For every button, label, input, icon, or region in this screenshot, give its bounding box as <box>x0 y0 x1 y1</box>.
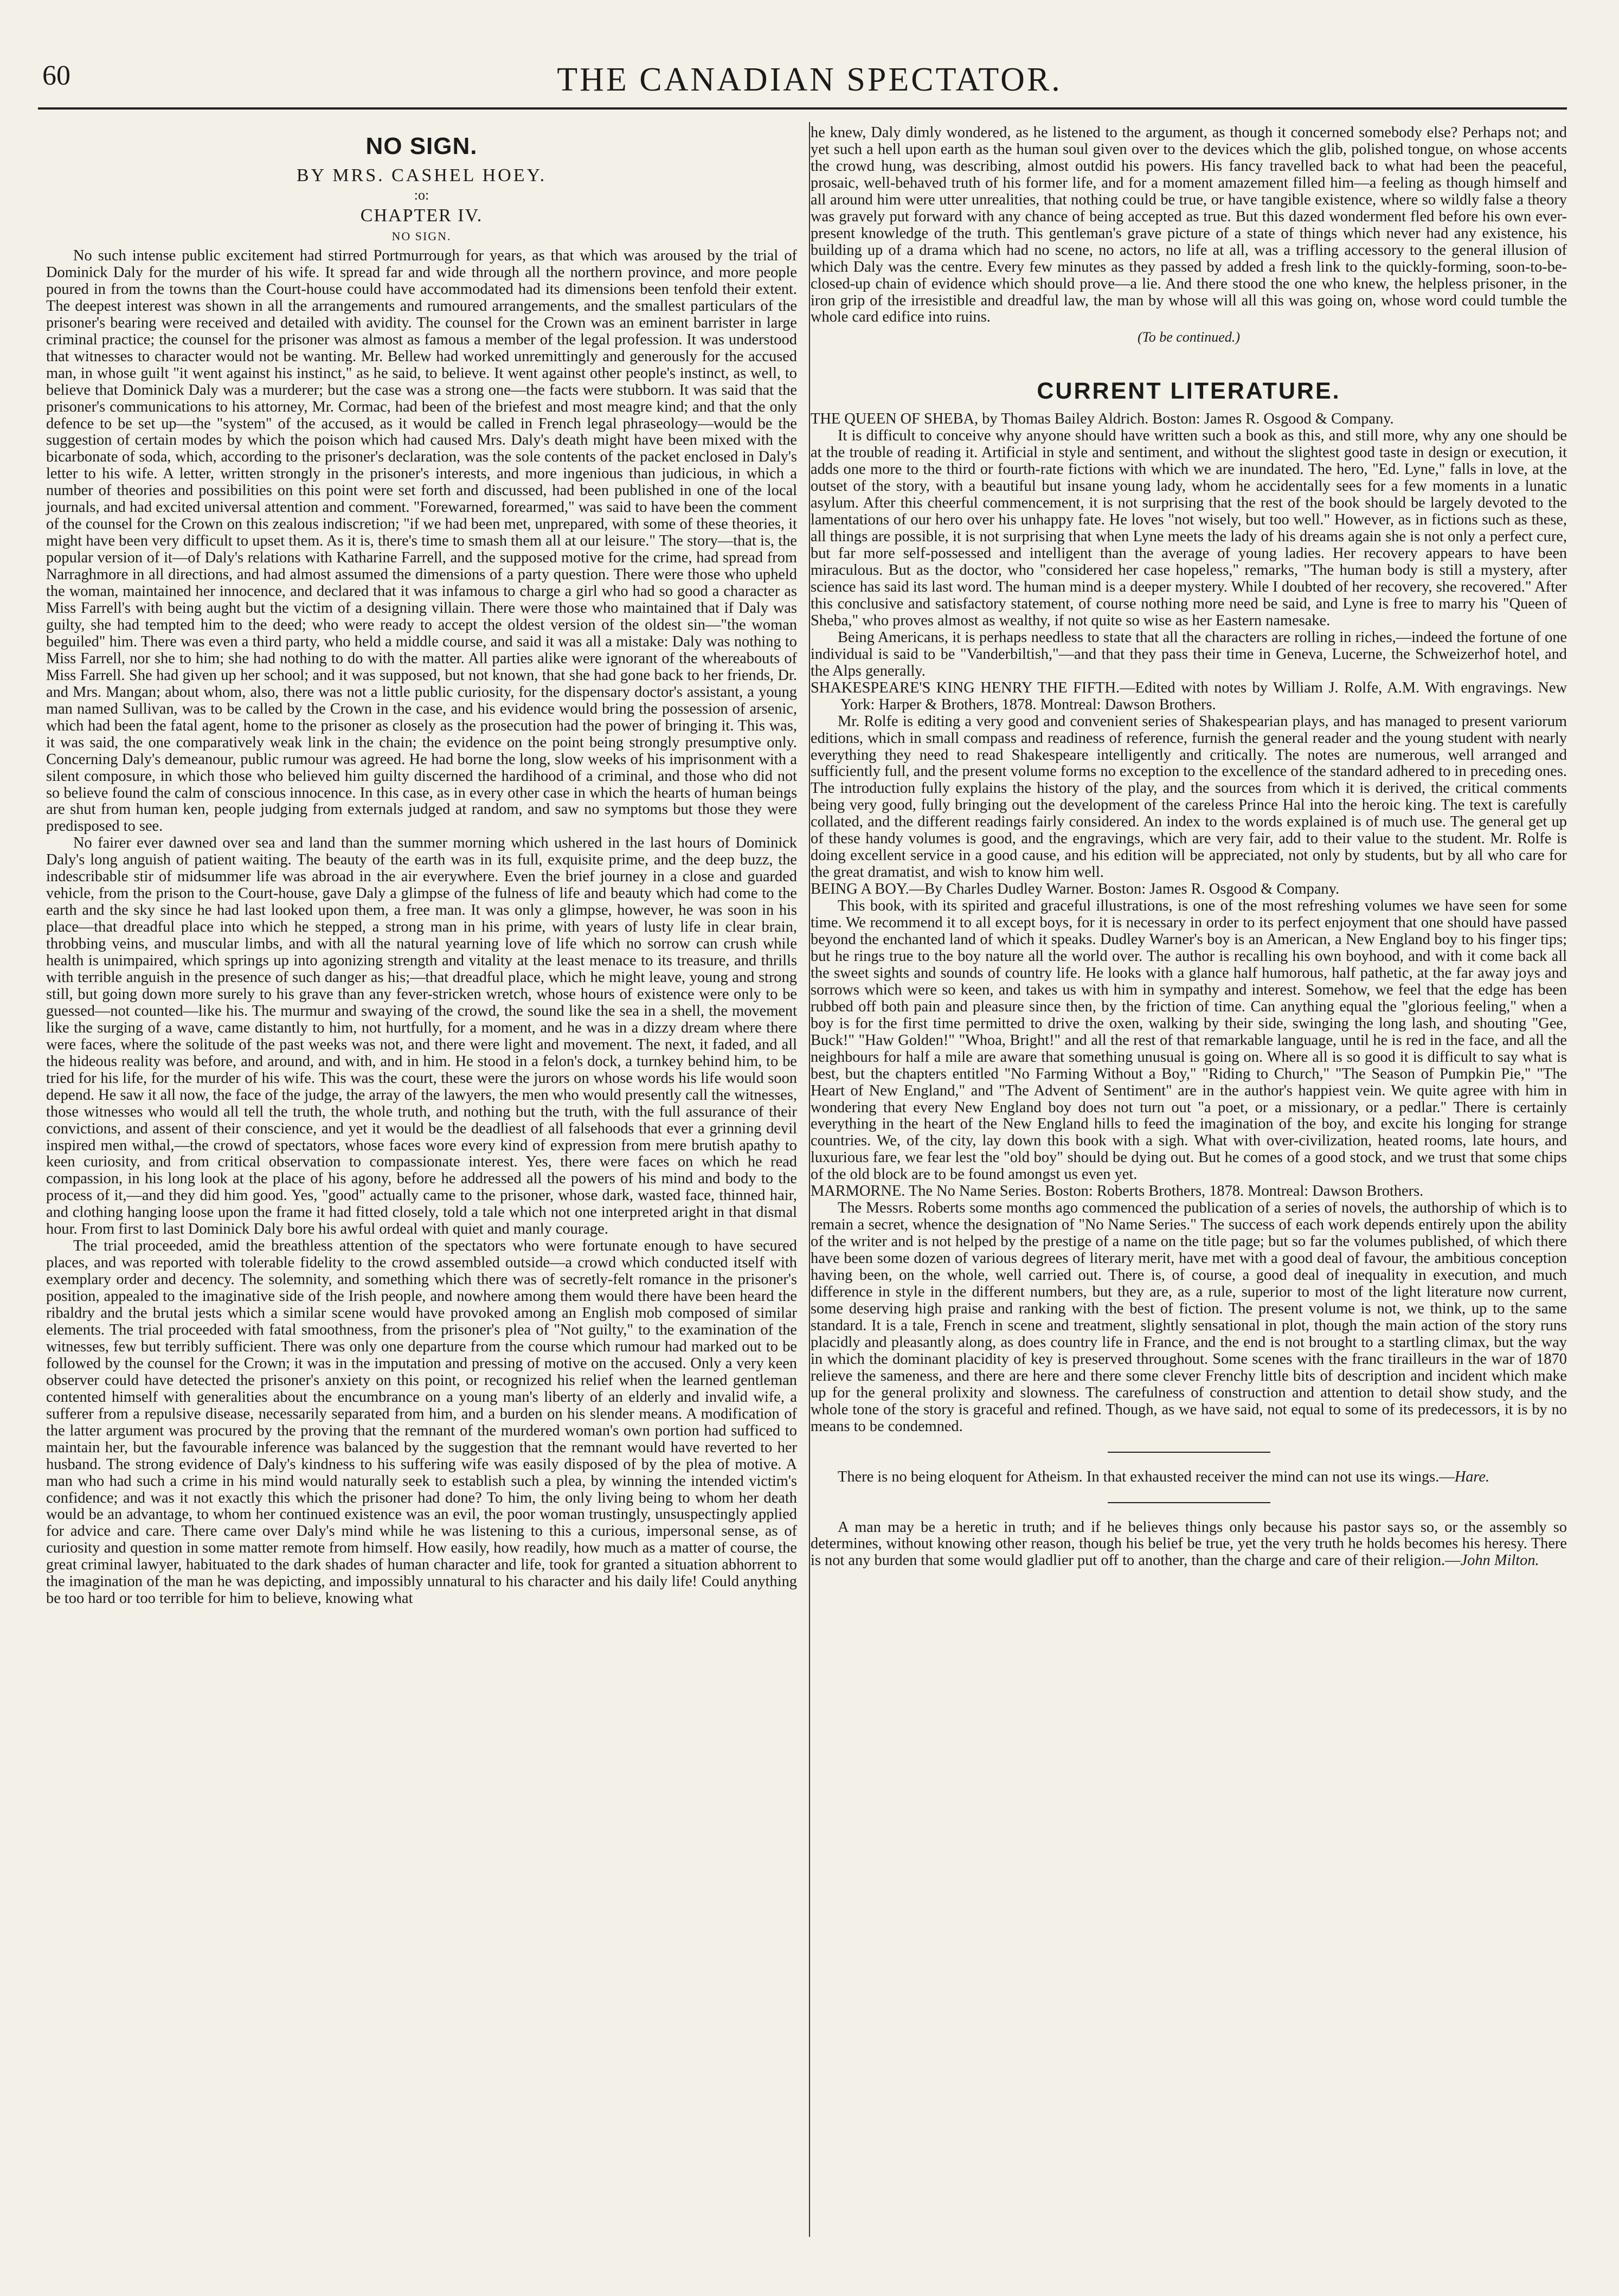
review-heading: BEING A BOY.—By Charles Dudley Warner. Boston: James R. Osgood & Company. <box>811 881 1340 898</box>
ornament: :o: <box>414 187 429 203</box>
column-divider <box>809 122 810 2237</box>
review <box>811 411 1567 679</box>
divider <box>1108 1452 1270 1453</box>
review-heading: SHAKESPEARE'S KING HENRY THE FIFTH.—Edited with notes by William J. Rolfe, A.M. With engravings. New York: Harper & Brothers, 1878. Montreal: Dawson Brothers. <box>811 679 1567 713</box>
section-title: CURRENT LITERATURE. <box>1037 378 1341 405</box>
quote-text: There is no being eloquent for Atheism. In that exhausted receiver the mind can not use its wings.— <box>838 1468 1455 1485</box>
header-rule <box>38 107 1567 110</box>
divider <box>1108 1502 1270 1503</box>
review-paragraph: The Messrs. Roberts some months ago commenced the publication of a series of novels, the authorship of which is to remain a secret, whence the designation of "No Name Series." The success of each work depends entirely upon the ability of the writer and is not helped by the prestige of a name on the title page; but so far the volumes published, of which there have been some dozen of various degrees of literary merit, have met with a good deal of favour, the ambitious conception having been, on the whole, well carried out. There is, of course, a good deal of inequality in execution, and much difference in style in the different numbers, but they are, as a rule, superior to most of the light literature now current, some deserving high praise and ranking with the best of fiction. The present volume is not, we think, up to the same standard. It is a tale, French in scene and treatment, slightly sensational in plot, though the main action of the story runs placidly and pleasantly along, as does country life in France, and the end is not brought to a startling climax, but the way in which the dominant placidity of key is preserved throughout. Some scenes with the franc tirailleurs in the war of 1870 relieve the sameness, and there are here and there some clever Frenchy little bits of description and incident which make up for the general prolixity and slowness. The carefulness of construction and attention to detail show study, and the whole tone of the story is graceful and refined. Though, as we have said, not equal to some of its predecessors, it is by no means to be condemned. <box>811 1200 1567 1435</box>
continued-note: (To be continued.) <box>1138 329 1240 345</box>
left-column <box>46 125 797 1607</box>
chapter-subtitle: NO SIGN. <box>391 229 452 243</box>
story-paragraph: he knew, Daly dimly wondered, as he listened to the argument, as though it concerned somebody else? Perhaps not; and yet such a hell upon earth as the human soul given over to the devices which the glib, polished tongue, on whose accents the crowd hung, was describing, almost outdid his powers. His fancy travelled back to what had been the peaceful, prosaic, well-behaved truth of his former life, and for a moment amazement filled him—a feeling as though himself and all around him were utter unrealities, that nothing could be true, or have tangible existence, where so wildly false a theory was gravely put forward with any chance of being accepted as true. But this dazed wonderment fled before his own ever-present knowledge of the truth. This gentleman's grave picture of a state of things which never had any existence, his building up of a drama which had no scene, no actors, no life at all, was a trifling accessory to the general illusion of which Daly was the centre. Every few minutes as they passed by added a fresh link to the quickly-forming, soon-to-be-closed-up chain of evidence which should prove—a lie. And there stood the one who knew, the helpless prisoner, in the iron grip of the irresistible and dreadful law, the man by whose will all this was going on, whose word could tumble the whole card edifice into ruins. <box>811 124 1567 326</box>
review-heading: MARMORNE. The No Name Series. Boston: Roberts Brothers, 1878. Montreal: Dawson Brothers. <box>811 1183 1424 1200</box>
story-paragraph: No fairer ever dawned over sea and land than the summer morning which ushered in the last hours of Dominick Daly's long anguish of patient waiting. The beauty of the earth was in its full, exquisite prime, and the deep buzz, the indescribable stir of midsummer life was abroad in the air everywhere. Even the brief journey in a close and guarded vehicle, from the prison to the Court-house, gave Daly a glimpse of the fulness of life and beauty which had come to the earth and the sky since he had last looked upon them, a free man. It was only a glimpse, however, he was soon in his place—that dreadful place into which he stepped, a strong man in his prime, with years of lusty life in clear brain, throbbing veins, and muscular limbs, and with all the natural yearning love of life which no sorrow can crush while health is unimpaired, which springs up into agonizing strength and vitality at the least menace to its treasure, and thrills with terrible anguish in the presence of such danger as his;—that dreadful place, which he might leave, young and strong still, but going down more surely to his grave than any fever-stricken wretch, whose hours of existence were only to be guessed—not counted—like his. The murmur and swaying of the crowd, the sound like the sea in a shell, the movement like the surging of a wave, came distantly to him, not hurtfully, for a moment, and he was in a dizzy dream where there were faces, where the solitude of the past weeks was not, and there were light and movement. The next, it faded, and all the hideous reality was before, and around, and with, and in him. He stood in a felon's dock, a turnkey behind him, to be tried for his life, for the murder of his wife. This was the court, these were the jurors on whose words his life would soon depend. He saw it all now, the face of the judge, the array of the lawyers, the men who would presently call the witnesses, those witnesses who would all tell the truth, the whole truth, and nothing but the truth, with the full assurance of their convictions, and assent of their conscience, and yet it would be the deadliest of all falsehoods that ever a grinning devil inspired men withal,—the crowd of spectators, whose faces wore every kind of expression from mere brutish apathy to keen curiosity, and from critical observation to compassionate interest. Yes, there were faces on which he read compassion, in his long look at the place of his agony, before he addressed all the powers of his mind and body to the process of it,—and they did him good. Yes, "good" actually came to the prisoner, whose dark, wasted face, thinned hair, and clothing hanging loose upon the frame it had fitted closely, told a tale which not one interpreted aright in that dismal hour. From first to last Dominick Daly bore his awful ordeal with quiet and manly courage. <box>46 835 797 1238</box>
chapter-heading: CHAPTER IV. <box>360 206 483 226</box>
quote-text: A man may be a heretic in truth; and if he believes things only because his pastor says so, or the assembly so determines, without knowing other reason, though his belief be true, yet the very truth he holds becomes his heresy. There is not any burden that some would gladlier put off to another, than the charge and care of their religion.— <box>811 1518 1567 1569</box>
review-paragraph: This book, with its spirited and graceful illustrations, is one of the most refreshing volumes we have seen for some time. We recommend it to all except boys, for it is necessary in order to its perfect enjoyment that one should have passed beyond the enchanted land of which it speaks. Dudley Warner's boy is an American, a New England boy to his finger tips; but he rings true to the boy nature all the world over. The author is recalling his own boyhood, and with it come back all the sweet sights and sounds of country life. He looks with a glance half humorous, half pathetic, at the far away joys and sorrows which were so keen, and takes us with him in sympathy and interest. Somehow, we feel that the edge has been rubbed off both pain and pleasure since then, by the friction of time. Can anything equal the "glorious feeling," when a boy is for the first time permitted to drive the oxen, walking by their side, swinging the long lash, and shouting "Gee, Buck!" "Haw Golden!" "Whoa, Bright!" and all the rest of that remarkable language, until he is red in the face, and all the neighbours for half a mile are aware that something unusual is going on. Where all is so good it is difficult to say what is best, but the chapters entitled "No Farming Without a Boy," "Riding to Church," "The Season of Pumpkin Pie," "The Heart of New England," and "The Advent of Sentiment" are in the author's happiest vein. We quite agree with him in wondering that every New England boy does not turn out "a poet, or a missionary, or a pedlar." There is certainly everything in the heart of the New England hills to feed the imagination of the boy, and excite his longing for strange countries. We, of the city, lay down this book with a sigh. What with over-civilization, heated rooms, late hours, and luxurious fare, we fear lest the "old boy" should be dying out. But he comes of a good stock, and we trust that some chips of the old block are to be found amongst us even yet. <box>811 897 1567 1183</box>
quote-author: John Milton. <box>1460 1552 1539 1569</box>
review-paragraph: Mr. Rolfe is editing a very good and convenient series of Shakespearian plays, and has managed to present variorum editions, which in small compass and readiness of reference, furnish the general reader and the young student with nearly everything they need to read Shakespeare intelligently and critically. The notes are numerous, well arranged and sufficiently full, and the present volume forms no exception to the excellence of the standard adhered to in preceding ones. The introduction fully explains the history of the play, and the sources from which it is derived, the critical comments being very good, fully bringing out the development of the careless Prince Hal into the heroic king. The text is carefully collated, and the different readings fairly considered. An index to the words explained is of much use. The general get up of these handy volumes is good, and the engravings, which are very fair, add to their value to the student. Mr. Rolfe is doing excellent service in a good cause, and his edition will be appreciated, not only by students, but by all who care for the great dramatist, and wish to know him well. <box>811 713 1567 881</box>
right-column <box>811 125 1567 1569</box>
review-paragraph: Being Americans, it is perhaps needless to state that all the characters are rolling in riches,—indeed the fortune of one individual is said to be "Vanderbiltish,"—and that they pass their time in Geneva, Lucerne, the Schweizerhof hotel, and the Alps generally. <box>811 628 1567 679</box>
story-title: NO SIGN. <box>365 133 478 159</box>
story-paragraph: The trial proceeded, amid the breathless attention of the spectators who were fortunate enough to have secured places, and was reported with tolerable fidelity to the crowd assembled outside—a crowd which conducted itself with exemplary order and decency. The solemnity, and something which there was of secretly-felt romance in the prisoner's position, appealed to the imaginative side of the Irish people, and nowhere among them would there have been heard the ribaldry and the brutal jests which a similar scene would have provoked among an English mob composed of similar elements. The trial proceeded with fatal smoothness, from the prisoner's plea of "Not guilty," to the examination of the witnesses, few but terribly sufficient. There was only one departure from the course which rumour had marked out to be followed by the counsel for the Crown; it was in the imputation and pressing of motive on the accused. Only a very keen observer could have detected the prisoner's anxiety on this point, or recognized his relief when the learned gentleman contented himself with generalities about the encumbrance on a young man's liberty of an elderly and invalid wife, a sufferer from a repulsive disease, necessarily separated from him, and a burden on his slender means. A modification of the latter argument was procured by the proving that the remnant of the murdered woman's own portion had sufficed to maintain her, but the favourable inference was balanced by the suggestion that the remnant would have reverted to her husband. The strong evidence of Daly's kindness to his suffering wife was easily disposed of by the plea of motive. A man who had such a crime in his mind would naturally seek to establish such a plea, by winning the intended victim's confidence; and was it not exactly this which the prisoner had done? To him, the only living being to whom her death would be an advantage, to whom her continued existence was an evil, the poor woman trustingly, unsuspectingly applied for advice and care. There came over Daly's mind while he was listening to this a curious, impersonal sense, as of curiosity and question in some matter remote from himself. How easily, how readily, how much as a matter of course, the great criminal lawyer, habituated to the dark shades of human character and life, took for granted a situation abhorrent to the imagination of the man he was depicting, and impossibly unnatural to his character and his daily life! Could anything be too hard or too terrible for him to believe, knowing what <box>46 1237 797 1607</box>
review-heading: THE QUEEN OF SHEBA, by Thomas Bailey Aldrich. Boston: James R. Osgood & Company. <box>811 411 1394 428</box>
story-byline: BY MRS. CASHEL HOEY. <box>296 165 547 185</box>
review <box>811 1183 1567 1435</box>
review <box>811 881 1567 1183</box>
masthead: THE CANADIAN SPECTATOR. <box>557 61 1062 98</box>
review <box>811 680 1567 881</box>
page-number: 60 <box>42 60 70 91</box>
quote-author: Hare. <box>1454 1468 1490 1485</box>
quote <box>811 1469 1567 1486</box>
quote <box>811 1519 1567 1570</box>
story-paragraph: No such intense public excitement had stirred Portmurrough for years, as that which was aroused by the trial of Dominick Daly for the murder of his wife. It spread far and wide through all the northern province, and more people poured in from the towns than the Court-house could have accommodated had its dimensions been tenfold their extent. The deepest interest was shown in all the arrangements and rumoured arrangements, and the smallest particulars of the prisoner's bearing were received and detailed with avidity. The counsel for the Crown was an eminent barrister in large criminal practice; the counsel for the prisoner was almost as famous a member of the legal profession. It was understood that witnesses to character would not be wanting. Mr. Bellew had worked unremittingly and generously for the accused man, in whose guilt "it went against his instinct," as he said, to believe. It went against other people's instinct, as well, to believe that Dominick Daly was a murderer; but the case was a strong one—the facts were stubborn. It was said that the prisoner's communications to his attorney, Mr. Cormac, had been of the briefest and most meagre kind; and that the only defence to be set up—the "system" of the accused, as it would be called in French legal phraseology—would be the suggestion of certain modes by which the poison which had caused Mrs. Daly's death might have been mixed with the bicarbonate of soda, which, according to the prisoner's declaration, was the sole contents of the packet enclosed in Daly's letter to his wife. A letter, written strongly in the prisoner's interests, and more ingenious than judicious, in which a number of theories and possibilities on this point were set forth and discussed, had been published in one of the local journals, and had excited universal attention and comment. "Forewarned, forearmed," was said to have been the comment of the counsel for the Crown on this zealous indiscretion; "if we had been met, unprepared, with some of these theories, it might have been very difficult to upset them. As it is, there's time to smash them all at our leisure." The story—that is, the popular version of it—of Daly's relations with Katharine Farrell, and the supposed motive for the crime, had spread from Narraghmore in all directions, and had almost assumed the dimensions of a party question. There were those who upheld the woman, maintained her innocence, and declared that it was infamous to charge a girl who had so good a character as Miss Farrell's with being aught but the victim of a designing villain. There were those who maintained that if Daly was guilty, she had tempted him to the deed; who were ready to accept the oldest version of the oldest sin—"the woman beguiled" him. There was even a third party, who held a middle course, and said it was all a mistake: Daly was nothing to Miss Farrell, nor she to him; she had nothing to do with the matter. All parties alike were ignorant of the whereabouts of Miss Farrell. She had given up her school; and it was supposed, but not known, that she had gone back to her friends, Dr. and Mrs. Mangan; about whom, also, there was not a little public curiosity, for the dispensary doctor's assistant, a young man named Sullivan, was to be called by the Crown in the case, and his evidence would bring the possession of arsenic, which had been the fatal agent, home to the prisoner as closely as the prosecution had the power of bringing it. This was, it was said, the one comparatively weak link in the chain; the evidence on the point being strongly presumptive only. Concerning Daly's demeanour, public rumour was agreed. He had borne the long, slow weeks of his imprisonment with a silent composure, in which those who believed him guilty discerned the hardihood of a criminal, and those who did not so believe found the calm of conscious innocence. In this case, as in every other case in which the hearts of human beings are shut from human ken, people judging from externals judged at random, and saw no symptoms but those they were predisposed to see. <box>46 247 797 835</box>
review-paragraph: It is difficult to conceive why anyone should have written such a book as this, and still more, why any one should be at the trouble of reading it. Artificial in style and sentiment, and without the slightest good taste in design or execution, it adds one more to the third or fourth-rate fictions with which we are inundated. The hero, "Ed. Lyne," falls in love, at the outset of the story, with a beautiful but insane young lady, whom he accidentally sees for a few moments in a lunatic asylum. After this cheerful commencement, it is not surprising that the rest of the book should be largely devoted to the lamentations of our hero over his unhappy fate. He loves "not wisely, but too well." However, as in fictions such as these, all things are possible, it is not surprising that when Lyne meets the lady of his dreams again she is not only a perfect cure, but far more self-possessed and intelligent than the average of young ladies. Her recovery appears to have been miraculous. But as the doctor, who "considered her case hopeless," remarks, "The human body is still a mystery, after science has said its last word. The human mind is a deeper mystery. While I doubted of her recovery, she recovered." After this conclusive and satisfactory statement, of course nothing more need be said, and Lyne is free to marry his "Queen of Sheba," who proves almost as wealthy, if not quite so wise as her Eastern namesake. <box>811 427 1567 629</box>
